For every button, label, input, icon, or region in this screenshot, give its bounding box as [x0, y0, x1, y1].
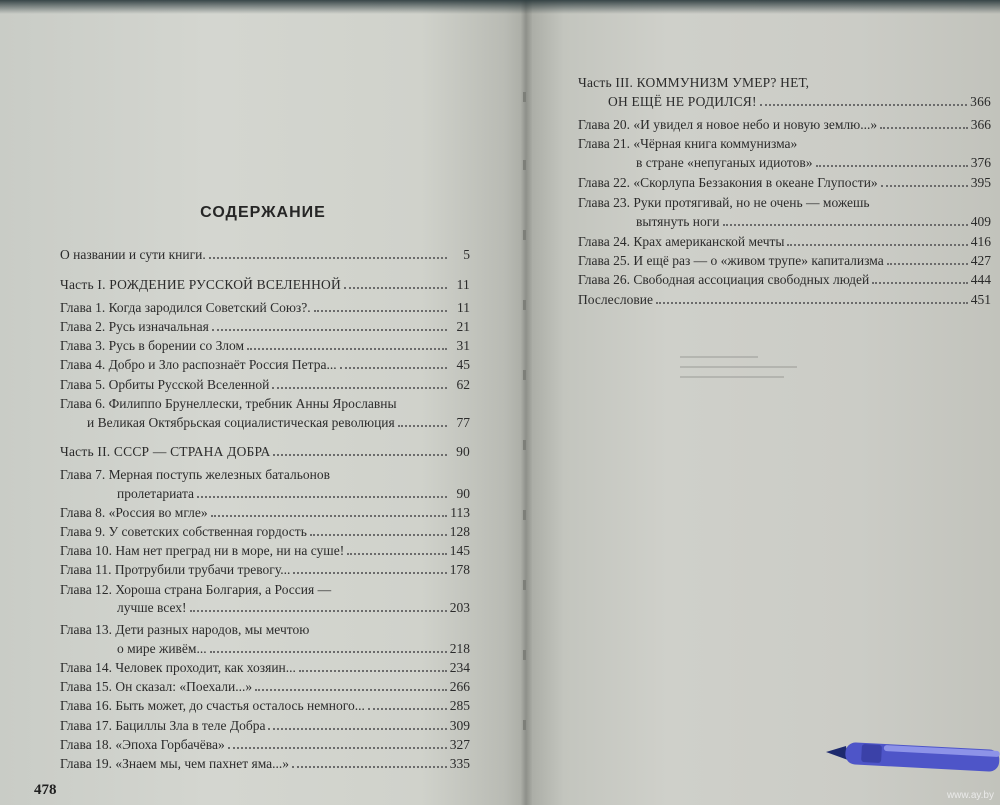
toc-entry [87, 413, 470, 432]
toc-entry-page: 145 [449, 543, 470, 558]
leader-dots [197, 495, 447, 498]
leader-dots [344, 286, 447, 289]
toc-entry-continuation: и Великая Октябрьская социалистическая революция [87, 415, 395, 430]
toc-entry-page: 409 [970, 214, 991, 229]
toc-entry [60, 375, 470, 394]
toc-entry-page: 427 [970, 253, 991, 268]
toc-entry [60, 658, 470, 677]
toc-entry-title: Глава 22. «Скорлупа Беззакония в океане Глупости» [578, 175, 878, 190]
toc-entry-page: 366 [970, 117, 991, 132]
toc-entry-continuation: пролетариата [117, 486, 195, 501]
toc-entry-title: Глава 2. Русь изначальная [60, 319, 209, 334]
binding-stitch [523, 300, 526, 310]
toc-entry [60, 560, 470, 579]
binding-stitch [523, 92, 526, 102]
toc-entry-title: Глава 11. Протрубили трубачи тревогу... [60, 562, 291, 577]
bleed-through-text [680, 352, 810, 412]
binding-stitch [523, 580, 526, 590]
leader-dots [228, 746, 447, 749]
leader-dots [368, 707, 447, 710]
toc-entry-page: 90 [456, 486, 470, 501]
toc-entry-page: 395 [970, 175, 991, 190]
toc-entry-title: Глава 20. «И увидел я новое небо и новую землю...» [578, 117, 878, 132]
toc-entry [636, 212, 991, 231]
leader-dots [816, 164, 968, 167]
toc-entry-page: 376 [970, 155, 991, 170]
leader-dots [887, 262, 968, 265]
binding-stitch [523, 160, 526, 170]
toc-entry-title: Глава 7. Мерная поступь железных батальонов [60, 467, 330, 482]
toc-entry-title: Глава 15. Он сказал: «Поехали...» [60, 679, 253, 694]
leader-dots [293, 571, 446, 574]
pen-icon [826, 736, 1000, 780]
book-gutter [520, 0, 532, 805]
binding-stitch [523, 370, 526, 380]
toc-entry [60, 677, 470, 696]
toc-entry [117, 598, 470, 617]
leader-dots [255, 688, 447, 691]
toc-entry-continuation: вытянуть ноги [636, 214, 720, 229]
toc-entry-title: Глава 21. «Чёрная книга коммунизма» [578, 136, 798, 151]
toc-entry-page: 416 [970, 234, 991, 249]
leader-dots [760, 103, 967, 106]
toc-entry-title: Глава 3. Русь в борении со Злом [60, 338, 244, 353]
leader-dots [787, 243, 967, 246]
toc-entry [578, 251, 991, 270]
toc-entry-page: 203 [449, 600, 470, 615]
toc-part [608, 92, 991, 111]
leader-dots [723, 223, 968, 226]
toc-entry-page: 309 [449, 718, 470, 733]
toc-entry-page: 266 [449, 679, 470, 694]
toc-entry [60, 735, 470, 754]
toc-entry-page: 31 [456, 338, 470, 353]
toc-entry [60, 522, 470, 541]
toc-entry-title: Глава 24. Крах американской мечты [578, 234, 785, 249]
toc-entry [117, 639, 470, 658]
leader-dots [210, 650, 447, 653]
leader-dots [212, 328, 447, 331]
binding-stitch [523, 510, 526, 520]
leader-dots [340, 366, 447, 369]
binding-stitch [523, 650, 526, 660]
toc-entry-page: 11 [457, 300, 470, 315]
toc-entry-title: Глава 5. Орбиты Русской Вселенной [60, 377, 270, 392]
toc-entry-title: Глава 14. Человек проходит, как хозяин... [60, 660, 296, 675]
toc-entry-title: Глава 4. Добро и Зло распознаёт Россия Петра... [60, 357, 337, 372]
toc-entry-page: 218 [449, 641, 470, 656]
toc-entry [60, 355, 470, 374]
binding-stitch [523, 720, 526, 730]
leader-dots [872, 281, 968, 284]
toc-part [60, 442, 470, 461]
leader-dots [209, 256, 447, 259]
toc-entry [60, 541, 470, 560]
binding-stitch [523, 440, 526, 450]
leader-dots [347, 552, 447, 555]
toc-entry-page: 234 [449, 660, 470, 675]
toc-entry [578, 115, 991, 134]
toc-entry-title: Глава 6. Филиппо Брунеллески, требник Анны Ярославны [60, 396, 397, 411]
toc-entry-page: 11 [456, 277, 470, 292]
toc-entry-page: 178 [449, 562, 470, 577]
toc-part [60, 275, 470, 294]
toc-entry-page: 451 [970, 292, 991, 307]
toc-entry [117, 484, 470, 503]
leader-dots [299, 669, 447, 672]
toc-entry-page: 335 [449, 756, 470, 771]
leader-dots [880, 126, 968, 129]
toc-entry-page: 327 [449, 737, 470, 752]
toc-entry-page: 62 [456, 377, 470, 392]
top-shadow [0, 0, 1000, 14]
toc-entry [578, 270, 991, 289]
leader-dots [190, 609, 447, 612]
leader-dots [273, 453, 447, 456]
toc-title: СОДЕРЖАНИЕ [200, 204, 326, 221]
leader-dots [656, 301, 968, 304]
toc-entry [60, 317, 470, 336]
toc-entry-page: 21 [456, 319, 470, 334]
toc-entry-title: Часть I. РОЖДЕНИЕ РУССКОЙ ВСЕЛЕННОЙ [60, 277, 341, 292]
toc-entry [60, 754, 470, 773]
toc-entry-title: Глава 1. Когда зародился Советский Союз?. [60, 300, 311, 315]
toc-entry-title: Глава 12. Хороша страна Болгария, а Россия — [60, 582, 332, 597]
toc-entry-title: Глава 25. И ещё раз — о «живом трупе» капитализма [578, 253, 884, 268]
toc-entry-title: Глава 8. «Россия во мгле» [60, 505, 208, 520]
toc-entry-title: Глава 26. Свободная ассоциация свободных людей [578, 272, 870, 287]
toc-entry-continuation: в стране «непуганых идиотов» [636, 155, 813, 170]
toc-entry [578, 232, 991, 251]
toc-entry [636, 153, 991, 172]
leader-dots [310, 533, 447, 536]
watermark: www.ay.by [946, 790, 994, 801]
toc-entry-page: 285 [449, 698, 470, 713]
toc-entry [60, 336, 470, 355]
leader-dots [292, 765, 447, 768]
toc-entry-title: Глава 19. «Знаем мы, чем пахнет яма...» [60, 756, 290, 771]
toc-entry-page: 366 [970, 94, 991, 109]
toc-entry-title: Глава 10. Нам нет преград ни в море, ни на суше! [60, 543, 345, 558]
leader-dots [881, 184, 968, 187]
toc-entry-page: 444 [970, 272, 991, 287]
page-number: 478 [34, 782, 57, 798]
leader-dots [268, 727, 446, 730]
toc-entry-page: 113 [450, 505, 470, 520]
toc-entry [60, 245, 470, 264]
toc-entry [60, 716, 470, 735]
toc-entry-page: 77 [456, 415, 470, 430]
toc-entry [578, 290, 991, 309]
toc-entry-title: О названии и сути книги. [60, 247, 206, 262]
toc-entry-continuation: о мире живём... [117, 641, 207, 656]
toc-entry-title: Глава 18. «Эпоха Горбачёва» [60, 737, 225, 752]
toc-entry [60, 298, 470, 317]
toc-part-title: Часть III. КОММУНИЗМ УМЕР? НЕТ, [578, 75, 810, 90]
toc-entry-page: 5 [463, 247, 470, 262]
toc-entry-continuation: лучше всех! [117, 600, 187, 615]
toc-entry-page: 128 [449, 524, 470, 539]
toc-entry-title: Часть II. СССР — СТРАНА ДОБРА [60, 444, 271, 459]
toc-entry-title: Глава 9. У советских собственная гордость [60, 524, 307, 539]
leader-dots [314, 309, 447, 312]
leader-dots [272, 386, 447, 389]
toc-entry-title: Послесловие [578, 292, 653, 307]
toc-entry [578, 173, 991, 192]
toc-entry [60, 696, 470, 715]
leader-dots [247, 347, 447, 350]
leader-dots [211, 514, 447, 517]
toc-entry-title: Глава 13. Дети разных народов, мы мечтою [60, 622, 310, 637]
toc-entry-title: Глава 17. Бациллы Зла в теле Добра [60, 718, 266, 733]
binding-stitch [523, 230, 526, 240]
toc-entry-title: Глава 23. Руки протягивай, но не очень — можешь [578, 195, 870, 210]
toc-entry [60, 503, 470, 522]
toc-entry-page: 90 [456, 444, 470, 459]
toc-entry-continuation: ОН ЕЩЁ НЕ РОДИЛСЯ! [608, 94, 757, 109]
toc-entry-title: Глава 16. Быть может, до счастья осталось немного... [60, 698, 365, 713]
leader-dots [398, 424, 447, 427]
toc-entry-page: 45 [456, 357, 470, 372]
